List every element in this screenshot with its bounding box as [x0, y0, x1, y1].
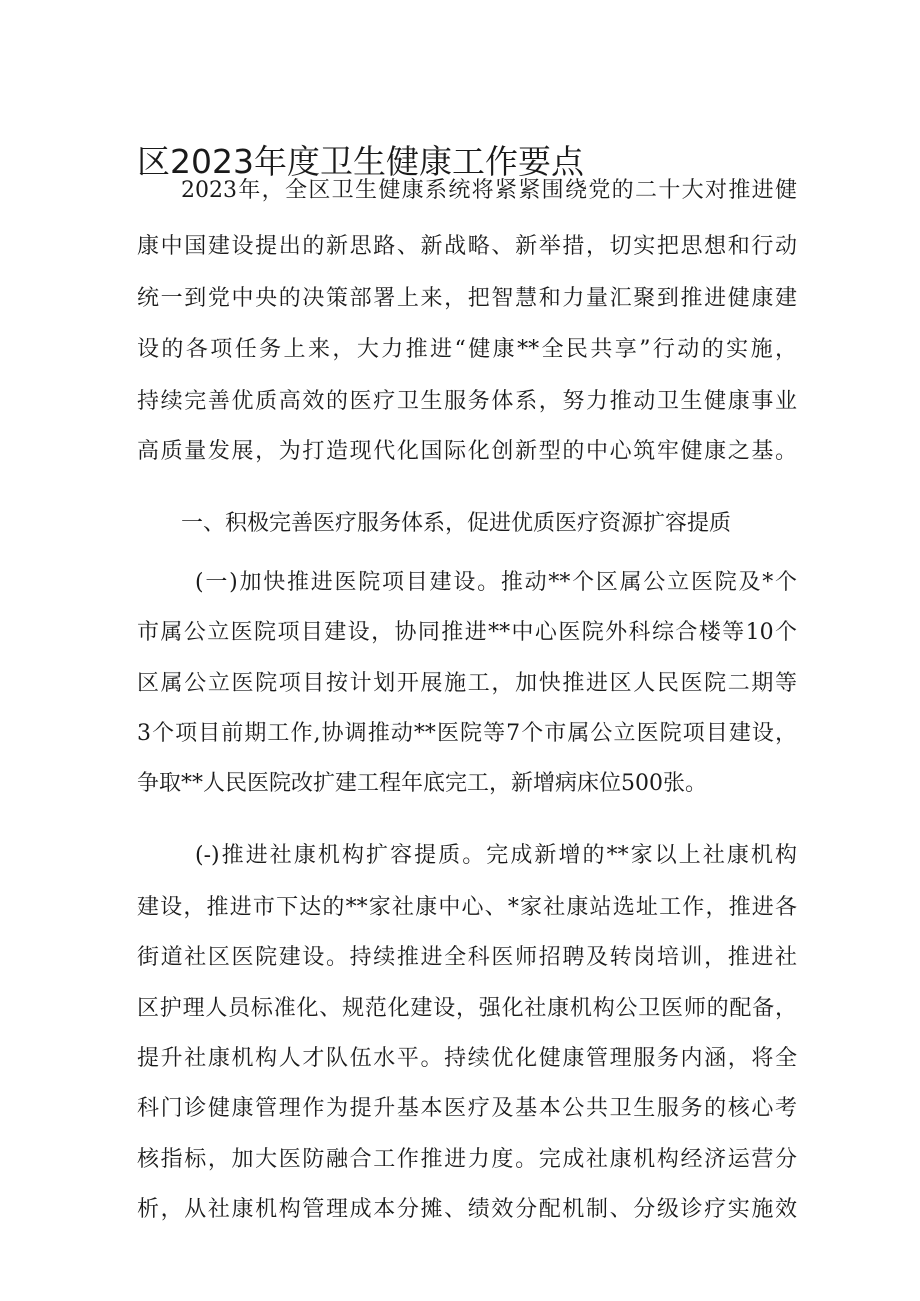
subsection-line: 争取**人民医院改扩建工程年底完工，新增病床位500张。	[137, 771, 707, 796]
subsection-line: 区护理人员标准化、规范化建设，强化社康机构公卫医师的配备，	[137, 996, 797, 1021]
intro-line: 持续完善优质高效的医疗卫生服务体系，努力推动卫生健康事业	[137, 389, 797, 414]
subsection-line: 析，从社康机构管理成本分摊、绩效分配机制、分级诊疗实施效	[137, 1197, 797, 1222]
subsection-line: 提升社康机构人才队伍水平。持续优化健康管理服务内涵，将全	[137, 1046, 797, 1071]
subsection-line: 科门诊健康管理作为提升基本医疗及基本公共卫生服务的核心考	[137, 1096, 797, 1121]
intro-line: 高质量发展，为打造现代化国际化创新型的中心筑牢健康之基。	[137, 439, 797, 464]
section-heading: 一、积极完善医疗服务体系，促进优质医疗资源扩容提质	[181, 511, 732, 536]
subsection-line: 3个项目前期工作,协调推动**医院等7个市属公立医院项目建设，	[137, 721, 797, 746]
subsection-line: (-)推进社康机构扩容提质。完成新增的**家以上社康机构	[195, 843, 797, 868]
subsection-line: 建设，推进市下达的**家社康中心、*家社康站选址工作，推进各	[137, 895, 797, 920]
subsection-line: (一)加快推进医院项目建设。推动**个区属公立医院及*个	[195, 570, 797, 595]
intro-line: 2023年，全区卫生健康系统将紧紧围绕党的二十大对推进健	[181, 178, 797, 203]
subsection-line: 市属公立医院项目建设，协同推进**中心医院外科综合楼等10个	[137, 620, 797, 645]
document-title: 区2023年度卫生健康工作要点	[137, 142, 584, 181]
subsection-line: 街道社区医院建设。持续推进全科医师招聘及转岗培训，推进社	[137, 945, 797, 970]
subsection-line: 区属公立医院项目按计划开展施工，加快推进区人民医院二期等	[137, 671, 797, 696]
intro-line: 统一到党中央的决策部署上来，把智慧和力量汇聚到推进健康建	[137, 286, 797, 311]
subsection-line: 核指标，加大医防融合工作推进力度。完成社康机构经济运营分	[137, 1147, 797, 1172]
intro-line: 设的各项任务上来，大力推进“健康**全民共享”行动的实施，	[137, 337, 797, 362]
intro-line: 康中国建设提出的新思路、新战略、新举措，切实把思想和行动	[137, 234, 797, 259]
